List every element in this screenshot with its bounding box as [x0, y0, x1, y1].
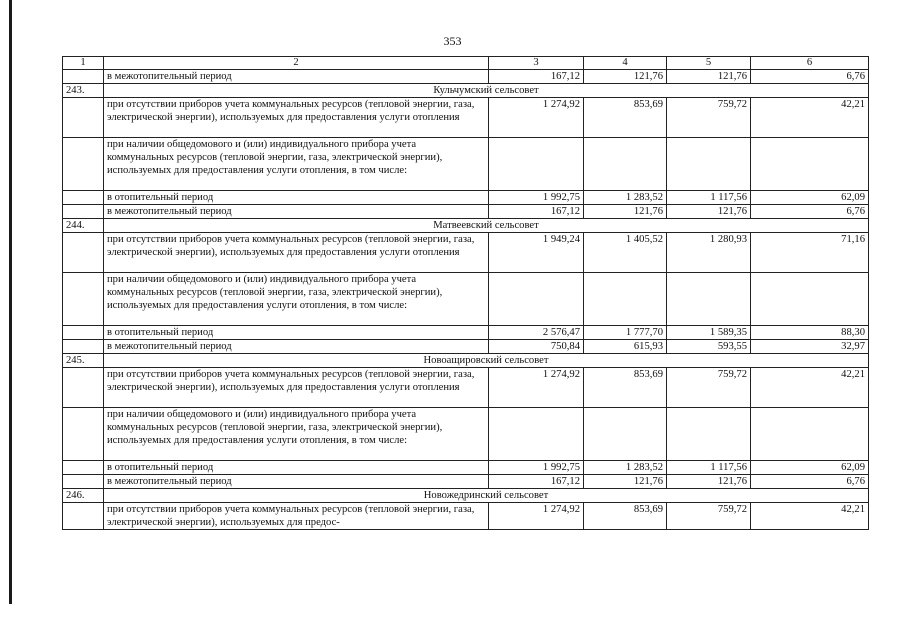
tariff-value: 6,76 — [751, 205, 869, 219]
row-description: при отсутствии приборов учета коммунальных ресурсов (тепловой энергии, газа, электрической энергии), используемых для предоставления услуги отопления — [104, 98, 489, 138]
tariff-row — [63, 475, 869, 489]
scan-left-edge — [9, 0, 12, 604]
tariff-value: 121,76 — [584, 475, 667, 489]
tariff-value: 1 283,52 — [584, 191, 667, 205]
row-description: в отопительный период — [104, 191, 489, 205]
tariff-value: 32,97 — [751, 340, 869, 354]
tariff-value — [751, 273, 869, 326]
row-number — [63, 191, 104, 205]
tariff-value: 167,12 — [489, 70, 584, 84]
row-number: 243. — [63, 84, 104, 98]
tariff-value — [584, 273, 667, 326]
tariff-row — [63, 326, 869, 340]
tariff-value — [584, 408, 667, 461]
tariff-value: 167,12 — [489, 205, 584, 219]
row-number — [63, 233, 104, 273]
tariff-value: 593,55 — [667, 340, 751, 354]
row-number — [63, 138, 104, 191]
tariff-value: 1 992,75 — [489, 191, 584, 205]
tariff-value — [489, 408, 584, 461]
row-number — [63, 503, 104, 530]
tariff-row — [63, 368, 869, 408]
tariff-row — [63, 98, 869, 138]
tariff-value: 1 274,92 — [489, 368, 584, 408]
row-description: в межотопительный период — [104, 70, 489, 84]
tariff-value: 6,76 — [751, 475, 869, 489]
tariff-row — [63, 233, 869, 273]
row-description: в межотопительный период — [104, 205, 489, 219]
tariff-value: 1 589,35 — [667, 326, 751, 340]
tariff-value: 1 949,24 — [489, 233, 584, 273]
tariff-row — [63, 503, 869, 530]
tariff-value: 71,16 — [751, 233, 869, 273]
row-description: в межотопительный период — [104, 340, 489, 354]
note-row — [63, 273, 869, 326]
tariff-row — [63, 340, 869, 354]
row-description: при отсутствии приборов учета коммунальных ресурсов (тепловой энергии, газа, электрической энергии), используемых для предос- — [104, 503, 489, 530]
row-number — [63, 98, 104, 138]
row-number — [63, 273, 104, 326]
tariff-value — [489, 273, 584, 326]
tariff-value: 88,30 — [751, 326, 869, 340]
tariff-value — [584, 138, 667, 191]
page-number: 353 — [443, 34, 462, 48]
tariff-table-body — [63, 57, 869, 530]
row-number: 245. — [63, 354, 104, 368]
column-number-row — [63, 57, 869, 70]
tariff-value — [667, 138, 751, 191]
tariff-value: 121,76 — [667, 205, 751, 219]
tariff-value: 1 405,52 — [584, 233, 667, 273]
tariff-value: 853,69 — [584, 98, 667, 138]
tariff-value: 1 280,93 — [667, 233, 751, 273]
column-header: 6 — [751, 57, 869, 70]
tariff-value: 853,69 — [584, 503, 667, 530]
tariff-value — [489, 138, 584, 191]
row-number — [63, 70, 104, 84]
column-header: 5 — [667, 57, 751, 70]
row-description: при наличии общедомового и (или) индивидуального прибора учета коммунальных ресурсов (тепловой энергии, газа, электрической энергии), используемых для предоставления услуги отопления, в том числе: — [104, 273, 489, 326]
row-number: 244. — [63, 219, 104, 233]
tariff-value: 1 274,92 — [489, 98, 584, 138]
section-row — [63, 354, 869, 368]
tariff-value: 1 283,52 — [584, 461, 667, 475]
tariff-value: 121,76 — [584, 205, 667, 219]
tariff-table — [62, 56, 869, 530]
row-number — [63, 205, 104, 219]
tariff-value: 1 777,70 — [584, 326, 667, 340]
tariff-value: 62,09 — [751, 191, 869, 205]
section-title: Матвеевский сельсовет — [104, 219, 869, 233]
section-row — [63, 489, 869, 503]
column-header: 2 — [104, 57, 489, 70]
tariff-row — [63, 70, 869, 84]
tariff-value: 615,93 — [584, 340, 667, 354]
tariff-value: 6,76 — [751, 70, 869, 84]
tariff-value: 1 274,92 — [489, 503, 584, 530]
tariff-value: 1 117,56 — [667, 461, 751, 475]
note-row — [63, 408, 869, 461]
row-number — [63, 475, 104, 489]
tariff-value: 1 117,56 — [667, 191, 751, 205]
tariff-value: 121,76 — [667, 70, 751, 84]
tariff-value: 42,21 — [751, 368, 869, 408]
row-description: в межотопительный период — [104, 475, 489, 489]
section-title: Новоащировский сельсовет — [104, 354, 869, 368]
tariff-value: 167,12 — [489, 475, 584, 489]
note-row — [63, 138, 869, 191]
row-number — [63, 340, 104, 354]
tariff-value — [667, 408, 751, 461]
tariff-value: 121,76 — [584, 70, 667, 84]
column-header: 4 — [584, 57, 667, 70]
section-title: Новожедринский сельсовет — [104, 489, 869, 503]
row-description: в отопительный период — [104, 326, 489, 340]
row-number — [63, 368, 104, 408]
tariff-value: 2 576,47 — [489, 326, 584, 340]
tariff-value: 121,76 — [667, 475, 751, 489]
tariff-value — [751, 138, 869, 191]
tariff-value — [667, 273, 751, 326]
row-description: в отопительный период — [104, 461, 489, 475]
tariff-row — [63, 461, 869, 475]
row-number: 246. — [63, 489, 104, 503]
tariff-row — [63, 205, 869, 219]
tariff-row — [63, 191, 869, 205]
tariff-value: 42,21 — [751, 503, 869, 530]
row-description: при отсутствии приборов учета коммунальных ресурсов (тепловой энергии, газа, электрической энергии), используемых для предоставления услуги отопления — [104, 233, 489, 273]
column-header: 3 — [489, 57, 584, 70]
row-description: при наличии общедомового и (или) индивидуального прибора учета коммунальных ресурсов (тепловой энергии, газа, электрической энергии), используемых для предоставления услуги отопления, в том числе: — [104, 138, 489, 191]
tariff-value: 759,72 — [667, 98, 751, 138]
tariff-value: 853,69 — [584, 368, 667, 408]
section-row — [63, 219, 869, 233]
tariff-value: 750,84 — [489, 340, 584, 354]
tariff-value: 42,21 — [751, 98, 869, 138]
row-description: при наличии общедомового и (или) индивидуального прибора учета коммунальных ресурсов (тепловой энергии, газа, электрической энергии), используемых для предоставления услуги отопления, в том числе: — [104, 408, 489, 461]
tariff-value: 759,72 — [667, 368, 751, 408]
section-title: Кульчумский сельсовет — [104, 84, 869, 98]
tariff-value: 1 992,75 — [489, 461, 584, 475]
section-row — [63, 84, 869, 98]
row-description: при отсутствии приборов учета коммунальных ресурсов (тепловой энергии, газа, электрической энергии), используемых для предоставления услуги отопления — [104, 368, 489, 408]
tariff-value: 759,72 — [667, 503, 751, 530]
row-number — [63, 461, 104, 475]
row-number — [63, 326, 104, 340]
tariff-value: 62,09 — [751, 461, 869, 475]
tariff-value — [751, 408, 869, 461]
column-header: 1 — [63, 57, 104, 70]
row-number — [63, 408, 104, 461]
